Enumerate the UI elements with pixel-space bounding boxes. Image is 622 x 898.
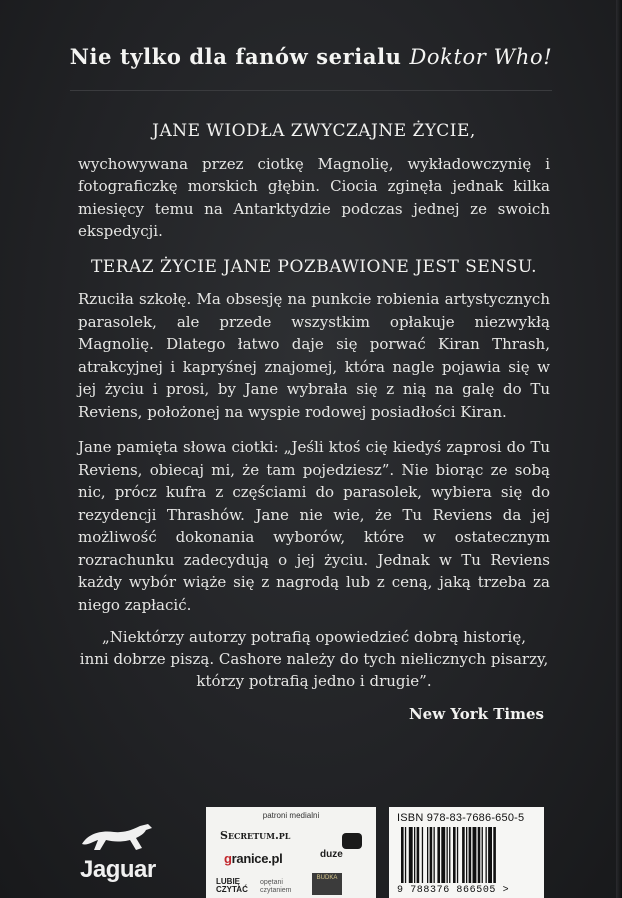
barcode-bar: [427, 827, 428, 883]
barcode-bar: [430, 827, 433, 883]
blurb-heading-2: TERAZ ŻYCIE JANE POZBAWIONE JEST SENSU.: [90, 256, 538, 277]
blurb-paragraph-1: wychowywana przez ciotkę Magnolię, wykładowczynię i fotograficzkę morskich głębin. Ciocia zginęła jednak kilka miesięcy temu na Antarktydzie podczas jednej ze swoich ekspedycji.: [78, 154, 550, 240]
barcode-bar: [462, 827, 465, 883]
barcode-bar: [434, 827, 435, 883]
blurb-paragraph-3: Jane pamięta słowa ciotki: „Jeśli ktoś cię kiedyś zaprosi do Tu Reviens, obiecaj mi, że tam pojedziesz”. Nie biorąc ze sobą nic, prócz kufra z częściami do parasolek, wybiera się do rezydencji Thrashów. Jane nie wie, że Tu Reviens da jej możliwość dokonania wyborów, które w ostatecznym rozrachunku zadecydują o jej życiu. Jednak w Tu Reviens każdy wybór wiąże się z nagrodą lub z ceną, jaką trzeba za niego zapłacić.: [78, 438, 550, 614]
jaguar-icon: [78, 822, 158, 856]
patron-granice: [224, 851, 282, 866]
media-patrons-box: [206, 807, 376, 898]
barcode-bar: [482, 827, 483, 883]
quote-line-3: którzy potrafią jedno i drugie”.: [196, 672, 432, 690]
barcode-number: 9 788376 866505: [397, 885, 497, 896]
barcode-bar: [437, 827, 440, 883]
barcode-bar: [441, 827, 445, 883]
barcode-bar: [414, 827, 415, 883]
barcode-bar: [469, 827, 472, 883]
barcode-bar: [447, 827, 448, 883]
barcode-bar: [473, 827, 477, 883]
barcode-bar: [478, 827, 481, 883]
barcode-bar: [409, 827, 413, 883]
barcode-bar: [486, 827, 487, 883]
barcode-box: [389, 807, 544, 898]
patron-lubie-czytac: [216, 878, 248, 894]
isbn-label: ISBN 978-83-7686-650-5: [397, 812, 525, 824]
blurb: [78, 120, 550, 629]
barcode-bar: [466, 827, 467, 883]
granice-mark: g: [224, 851, 232, 866]
patrons-title: patroni medialni: [262, 811, 320, 820]
lubie-line-2: CZYTAĆ: [216, 885, 248, 894]
blurb-heading-1: JANE WIODŁA ZWYCZAJNE ŻYCIE,: [152, 121, 476, 141]
review-quote: [78, 626, 550, 692]
tagline: [0, 44, 622, 69]
barcode-digits: [397, 885, 539, 896]
barcode-bar: [488, 827, 492, 883]
barcode-bar: [417, 827, 420, 883]
quote-line-2: inni dobrze piszą. Cashore należy do tych nielicznych pisarzy,: [79, 650, 549, 668]
quote-source: New York Times: [408, 705, 544, 723]
opetani-line-1: opętani: [260, 879, 283, 886]
tagline-main: Nie tylko dla fanów serialu: [69, 44, 410, 69]
barcode-bar: [405, 827, 406, 883]
barcode-bar: [449, 827, 450, 883]
publisher-logo: [78, 822, 174, 886]
barcode-tail: >: [502, 885, 510, 896]
opetani-line-2: czytaniem: [260, 887, 292, 894]
patron-budka: BUDKA: [312, 873, 342, 895]
publisher-name: Jaguar: [80, 856, 156, 883]
patron-opetani: [260, 879, 292, 895]
barcode-bar: [453, 827, 456, 883]
tagline-divider: [70, 90, 552, 91]
blurb-paragraph-2: Rzuciła szkołę. Ma obsesję na punkcie robienia artystycznych parasolek, ale przede wszystkim opłakuje niezwykłą Magnolię. Dlatego łatwo daje się porwać Kiran Thrash, atrakcyjnej i kapryśnej znajomej, która nagle pojawia się w jej życiu i prosi, by Jane wybrała się z nią na galę do Tu Reviens, położonej na wyspie rodowej posiadłości Kiran.: [78, 290, 550, 421]
barcode-bar: [422, 827, 423, 883]
patron-duze: duze: [320, 849, 343, 860]
cover-edge: [616, 0, 622, 898]
tagline-series-title: Doktor Who!: [409, 45, 553, 69]
barcode-bar: [493, 827, 496, 883]
quote-line-1: „Niektórzy autorzy potrafią opowiedzieć dobrą historię,: [102, 628, 526, 646]
duze-logo-icon: [342, 833, 362, 849]
barcode-bar: [401, 827, 404, 883]
patron-sekretum: Secretum.pl: [220, 829, 291, 842]
barcode-bar: [457, 827, 458, 883]
barcode-icon: [399, 827, 535, 887]
lubie-line-1: LUBIĘ: [216, 877, 240, 886]
granice-rest: ranice.pl: [231, 851, 283, 866]
